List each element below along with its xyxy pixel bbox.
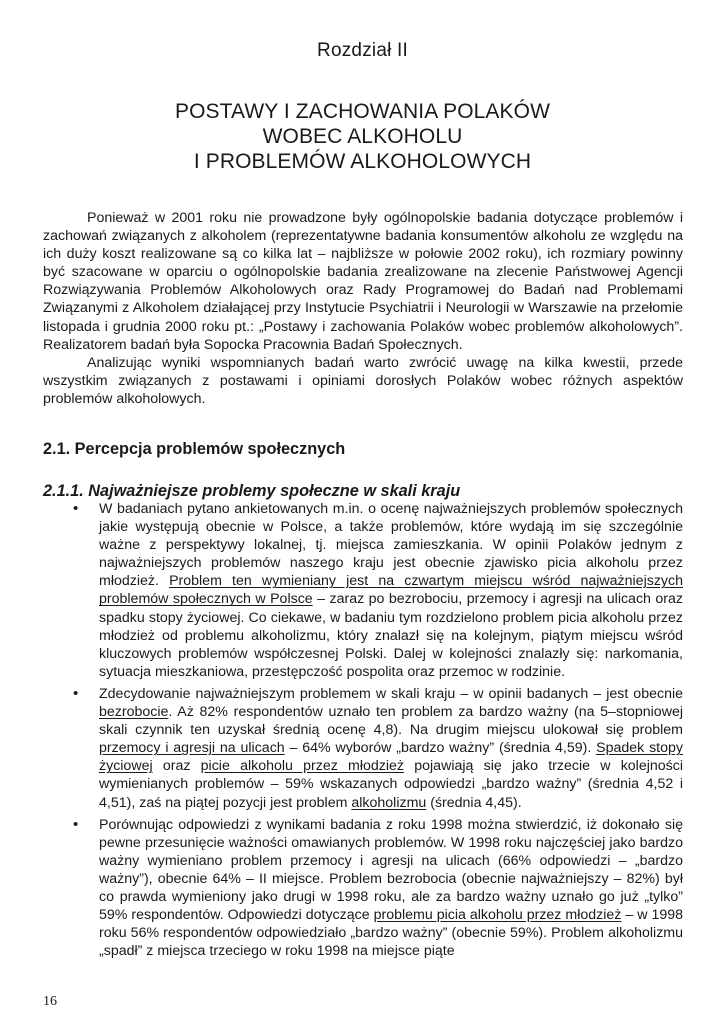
- list-item-text: W badaniach pytano ankietowanych m.in. o ocenę najważniejszych problemów społecznych jakie występują obecnie w Polsce, a także problemów, które wydają im się szczególnie ważne z perspektywy lokalnej, tj. miejsca zamieszkania. W opinii Polaków jednym z najważniejszych problemów naszego kraju jest obecnie zjawisko picia alkoholu przez młodzież. Problem ten wymieniany jest na czwartym miejscu wśród najważniejszych problemów społecznych w Polsce – zaraz po bezrobociu, przemocy i agresji na ulicach oraz spadku stopy życiowej. Co ciekawe, w badaniu tym rozdzielono problem picia alkoholu przez młodzież od problemu alkoholizmu, który znalazł się na kolejnym, piątym miejscu wśród kluczowych problemów współczesnej Polski. Dalej w kolejności znalazły się: narkomania, sytuacja mieszkaniowa, przestępczość pospolita oraz przemoc w rodzinie.: [99, 501, 683, 680]
- list-item-text: Porównując odpowiedzi z wynikami badania z roku 1998 można stwierdzić, iż dokonało się pewne przesunięcie ważności omawianych problemów. W 1998 roku najczęściej jako bardzo ważny wymieniano problem przemocy i agresji na ulicach (66% odpowiedzi – „bardzo ważny”), obecnie 64% – II miejsce. Problem bezrobocia (obecnie najważniejszy – 82%) był co prawda wymieniony jako drugi w 1998 roku, ale za bardzo ważny uznało go już „tylko” 59% respondentów. Odpowiedzi dotyczące problemu picia alkoholu przez młodzież – w 1998 roku 56% respondentów odpowiedziało „bardzo ważny” (obecnie 59%). Problem alkoholizmu „spadł” z miejsca trzeciego w roku 1998 na miejsce piąte: [99, 816, 684, 960]
- subsection-heading: 2.1.1. Najważniejsze problemy społeczne w skali kraju: [43, 482, 461, 500]
- title-line-2: WOBEC ALKOHOLU: [262, 125, 463, 148]
- bullet-icon: •: [73, 684, 79, 702]
- bullet-list: [73, 500, 684, 964]
- section-heading: 2.1. Percepcja problemów społecznych: [43, 440, 346, 458]
- title-line-3: I PROBLEMÓW ALKOHOLOWYCH: [193, 150, 532, 173]
- title-line-1: POSTAWY I ZACHOWANIA POLAKÓW: [174, 100, 551, 123]
- list-item: [73, 684, 683, 812]
- list-item-text: Zdecydowanie najważniejszym problemem w skali kraju – w opinii badanych – jest obecnie bezrobocie. Aż 82% respondentów uznało ten problem za bardzo ważny (na 5–stopniowej skali czynnik ten uzyskał średnią ocenę 4,8). Na drugim miejscu ulokował się problem przemocy i agresji na ulicach – 64% wyborów „bardzo ważny” (średnia 4,59). Spadek stopy życiowej oraz picie alkoholu przez młodzież pojawiają się jako trzecie w kolejności wymienianych problemów – 59% wskazanych odpowiedzi „bardzo ważny” (średnia 4,52 i 4,51), zaś na piątej pozycji jest problem alkoholizmu (średnia 4,45).: [99, 685, 683, 811]
- page-title: [0, 99, 725, 174]
- intro-paragraph-1: Ponieważ w 2001 roku nie prowadzone były ogólnopolskie badania dotyczące problemów i zachowań związanych z alkoholem (reprezentatywne badania konsumentów alkoholu ze względu na ich duży koszt realizowane są co kilka lat – najbliższe w połowie 2002 roku), ich rozmiary powinny być szacowane w oparciu o ogólnopolskie badania zrealizowane na zlecenie Państwowej Agencji Rozwiązywania Problemów Alkoholowych oraz Rady Programowej do Badań nad Problemami Związanymi z Alkoholem działającej przy Instytucie Psychiatrii i Neurologii w Warszawie na przełomie listopada i grudnia 2000 roku pt.: „Postawy i zachowania Polaków wobec problemów alkoholowych”. Realizatorem badań była Sopocka Pracownia Badań Społecznych.: [43, 210, 683, 353]
- intro-paragraph-2: Analizując wyniki wspomnianych badań warto zwrócić uwagę na kilka kwestii, przede wszystkim związanych z postawami i opiniami dorosłych Polaków wobec różnych aspektów problemów alkoholowych.: [43, 354, 683, 407]
- bullet-icon: •: [73, 815, 79, 833]
- bullet-icon: •: [73, 500, 79, 517]
- list-item: [73, 815, 684, 961]
- intro-text: [43, 209, 683, 408]
- chapter-label: Rozdział II: [317, 40, 408, 61]
- list-item: [73, 500, 683, 681]
- page-number: 16: [43, 994, 57, 1009]
